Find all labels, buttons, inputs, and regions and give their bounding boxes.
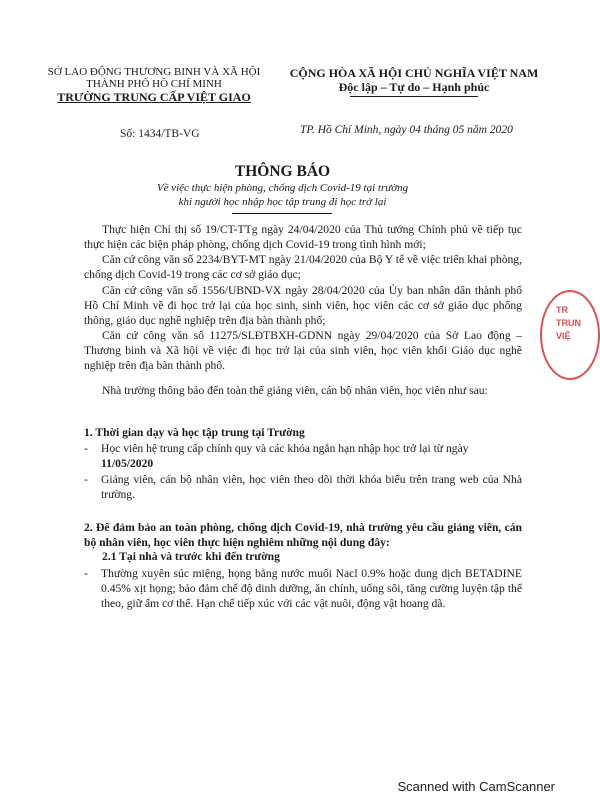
section-2-heading: 2. Để đảm bảo an toàn phòng, chống dịch Covid-19, nhà trường yêu cầu giảng viên, cán bộ nhân viên, học viên thực hiện nghiêm những nội dung đây:: [84, 521, 522, 549]
subtitle-line-2: khi người học nhập học tập trung đi học trở lại: [178, 196, 387, 208]
subtitle-underline: [232, 213, 332, 214]
agency-header: [40, 66, 268, 105]
issue-date: TP. Hồ Chí Minh, ngày 04 tháng 05 năm 2020: [300, 124, 513, 136]
school-name: TRƯỜNG TRUNG CẤP VIỆT GIAO: [57, 90, 251, 104]
paragraph-moh-dispatch: Căn cứ công văn số 2234/BYT-MT ngày 21/04/2020 của Bộ Y tế về việc triển khai phòng, chống dịch Covid-19 trong các cơ sở giáo dục;: [84, 253, 522, 281]
motto-underline: [350, 96, 478, 97]
section-1-bullet-2: - Giảng viên, cán bộ nhân viên, học viên theo dõi thời khóa biểu trên trang web của Nhà trường.: [84, 473, 522, 501]
school-stamp: TR TRUN VIỆ: [540, 290, 600, 380]
national-motto: Độc lập – Tự do – Hạnh phúc: [338, 80, 490, 94]
agency-line-1: SỞ LAO ĐỘNG THƯƠNG BINH VÀ XÃ HỘI: [47, 66, 261, 78]
document-number: Số: 1434/TB-VG: [120, 128, 200, 140]
section-1-heading: 1. Thời gian dạy và học tập trung tại Trường: [84, 426, 305, 439]
section-1-bullet-1-date: 11/05/2020: [101, 457, 154, 470]
subtitle-line-1: Về việc thực hiện phòng, chống dịch Covid-19 tại trường: [156, 182, 409, 194]
paragraph-directive: Thực hiện Chỉ thị số 19/CT-TTg ngày 24/04/2020 của Thủ tướng Chính phủ về tiếp tục thực hiện các biện pháp phòng, chống dịch Covid-19 trong tình hình mới;: [84, 223, 522, 251]
document-title: THÔNG BÁO: [234, 163, 331, 180]
paragraph-dolisa-dispatch: Căn cứ công văn số 11275/SLĐTBXH-GDNN ngày 29/04/2020 của Sở Lao động – Thương binh và Xã hội về việc đi học trở lại của sinh viên, học viên khối Giáo dục nghề nghiệp trên địa bàn thành phố.: [84, 329, 522, 372]
section-2-1-heading: 2.1 Tại nhà và trước khi đến trường: [102, 550, 280, 563]
paragraph-announcement: Nhà trường thông báo đến toàn thể giảng viên, cán bộ nhân viên, học viên như sau:: [102, 384, 488, 397]
section-2-bullet-1: - Thường xuyên súc miệng, họng bằng nước muối Nacl 0.9% hoặc dung dịch BETADINE 0.45% xịt họng; bảo đảm chế độ dinh dưỡng, ăn chính, uống sôi, tăng cường luyện tập thể theo, giữ ấm cơ thể. Hạn chế tiếp xúc với các vật nuôi, động vật hoang dã.: [84, 567, 522, 610]
paragraph-city-dispatch: Căn cứ công văn số 1556/UBND-VX ngày 28/04/2020 của Ủy ban nhân dân thành phố Hồ Chí Minh về đi học trở lại của học sinh, sinh viên, học viên các cơ sở giáo dục phổng thông, giáo dục nghề nghiệp trên địa bàn thành phố;: [84, 284, 522, 327]
scanner-watermark: Scanned with CamScanner: [397, 779, 555, 794]
section-2-bullet-1-text: Thường xuyên súc miệng, họng bằng nước muối Nacl 0.9% hoặc dung dịch BETADINE 0.45% xịt họng; bảo đảm chế độ dinh dưỡng, ăn chính, uống sôi, tăng cường luyện tập thể theo, giữ ấm cơ thể. Hạn chế tiếp xúc với các vật nuôi, động vật hoang dã.: [101, 567, 522, 610]
section-1-bullet-1: - Học viên hệ trung cấp chính quy và các khóa ngắn hạn nhập học trở lại từ ngày 11/05/2020: [84, 442, 469, 470]
section-1-bullet-2-text: Giảng viên, cán bộ nhân viên, học viên theo dõi thời khóa biểu trên trang web của Nhà trường.: [101, 473, 522, 501]
country-name: CỘNG HÒA XÃ HỘI CHỦ NGHĨA VIỆT NAM: [289, 66, 539, 80]
agency-line-2: THÀNH PHỐ HỒ CHÍ MINH: [86, 78, 222, 90]
section-1-bullet-1-text: Học viên hệ trung cấp chính quy và các khóa ngắn hạn nhập học trở lại từ ngày: [101, 442, 469, 455]
